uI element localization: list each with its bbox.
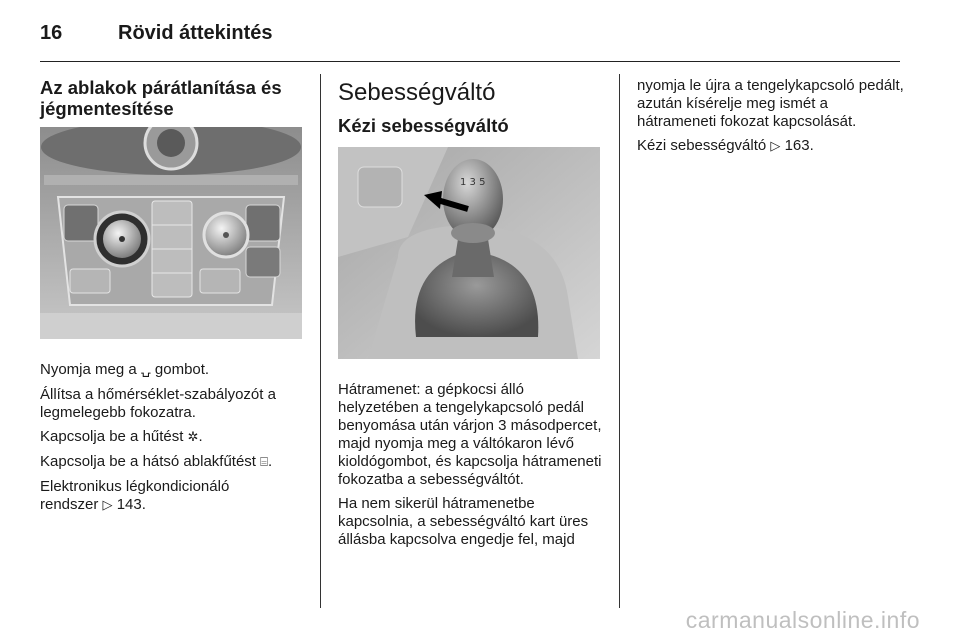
subheading-manual-transmission: Kézi sebességváltó bbox=[338, 115, 509, 136]
climate-control-photo bbox=[40, 127, 302, 339]
text: . bbox=[198, 428, 203, 445]
header-rule bbox=[40, 61, 900, 62]
text: Kapcsolja be a hűtést bbox=[40, 428, 184, 445]
paragraph-rear-heater bbox=[40, 453, 304, 472]
paragraph-reverse-retry: Ha nem sikerül hátramenetbe kapcsolnia, a sebességváltó kart üres állásba kapcsolva engedje fel, majd bbox=[338, 495, 589, 548]
paragraph-climate-reference bbox=[40, 478, 304, 515]
paragraph-cooling bbox=[40, 428, 304, 447]
column-transmission bbox=[338, 77, 604, 555]
page-reference: 163. bbox=[784, 137, 814, 154]
page-reference-icon: ▷ bbox=[770, 139, 781, 154]
text: Kézi sebességváltó bbox=[637, 137, 767, 154]
column-defrost bbox=[40, 77, 304, 521]
column-divider-1 bbox=[320, 74, 321, 608]
page-title: Rövid áttekintés bbox=[118, 22, 273, 44]
paragraph-defrost-button bbox=[40, 361, 304, 380]
column-divider-2 bbox=[619, 74, 620, 608]
svg-text:1 3 5: 1 3 5 bbox=[460, 177, 486, 188]
page-number: 16 bbox=[40, 22, 63, 44]
rear-window-heater-icon: ⌸ bbox=[260, 455, 268, 470]
page-reference-icon: ▷ bbox=[102, 498, 113, 513]
page-reference: 143. bbox=[116, 496, 146, 513]
page-header bbox=[40, 22, 272, 45]
paragraph-temperature: Állítsa a hőmérséklet-szabályozót a legmelegebb fokozatra. bbox=[40, 386, 276, 421]
gear-lever-photo bbox=[338, 147, 600, 359]
text: rendszer bbox=[40, 496, 99, 513]
column-continued bbox=[637, 77, 909, 162]
text: Kapcsolja be a hátsó ablakfűtést bbox=[40, 453, 256, 470]
paragraph-continued: nyomja le újra a tengelykapcsoló pedált, azután kísérelje meg ismét a hátrameneti fokozat kapcsolását. bbox=[637, 77, 904, 130]
text: . bbox=[267, 453, 273, 470]
section-heading-transmission: Sebességváltó bbox=[338, 79, 496, 106]
text: Nyomja meg a bbox=[40, 361, 137, 378]
windshield-defrost-icon: ⍽ bbox=[140, 363, 151, 378]
section-heading-defrost: Az ablakok párátlanítása és jégmentesítése bbox=[40, 77, 282, 119]
paragraph-reverse-gear: Hátramenet: a gépkocsi álló helyzetében a tengelykapcsoló pedál benyomása után várjon 3 másodpercet, majd nyomja meg a váltókaron lévő kioldógombot, és kapcsolja hátrameneti fokozatba a sebességváltót. bbox=[338, 381, 602, 488]
watermark: carmanualsonline.info bbox=[685, 607, 920, 633]
snowflake-icon: ✲ bbox=[187, 430, 199, 445]
text: Elektronikus légkondicionáló bbox=[40, 478, 230, 495]
text: gombot. bbox=[150, 361, 210, 378]
paragraph-manual-reference bbox=[637, 137, 909, 156]
